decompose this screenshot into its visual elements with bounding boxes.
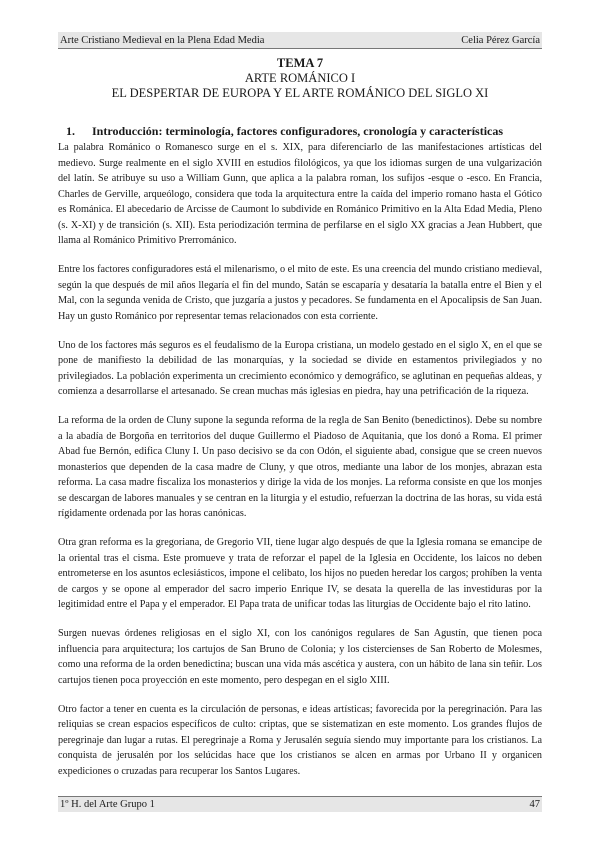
header-author: Celia Pérez García [461, 34, 540, 46]
section-number: 1. [66, 124, 75, 138]
paragraph-feudalismo: Uno de los factores más seguros es el feudalismo de la Europa cristiana, un modelo gestado en el siglo X, en el que se pone de manifiesto la debilidad de las monarquías, y la sociedad se divide en estamentos privilegiados y no privilegiados. La población experimenta un crecimiento económico y demográfico, se aglutinan en pequeñas aldeas, y comienza a desarrollarse el artesanado. Se crean muchas más iglesias en piedra, hay una petrificación de la riqueza. [58, 339, 542, 397]
tema-title: ARTE ROMÁNICO I [244, 71, 356, 85]
body-text [58, 140, 542, 793]
header-course-title: Arte Cristiano Medieval en la Plena Edad Media [60, 34, 265, 46]
paragraph-milenarismo: Entre los factores configuradores está el milenarismo, o el mito de este. Es una creencia del mundo cristiano medieval, según la que después de mil años llegaría el fin del mundo, Satán se escaparía y desataría la batalla entre el Bien y el Mal, con la segunda venida de Cristo, que juzgaría a justos y pecadores. Se fundamenta en el Apocalipsis de San Juan. Hay un gusto Románico por representar temas relacionados con esta corriente. [58, 264, 542, 322]
page-footer [58, 796, 542, 812]
section-heading [66, 124, 542, 139]
paragraph-terminologia: La palabra Románico o Romanesco surge en el s. XIX, para diferenciarlo de las manifestaciones artísticas del medievo. Surge realmente en el siglo XVIII en estudios filológicos, ya que los idiomas surgen de una vulgarización del latín. Se atribuye su uso a William Gunn, que aplica a la palabra roman, los sufijos -esque o -esco. En Francia, Charles de Gerville, arqueólogo, considera que toda la arquitectura entre la caída del imperio romano hasta el Gótico es Románica. El abecedario de Arcisse de Caumont lo subdivide en Románico Primitivo en la Alta Edad Media, Pleno (s. X-XI) y de transición (s. XII). Esta periodización termina de perfilarse en el siglo XX gracias a Jean Hubbert, que llama al Románico Primitivo Prerrománico. [58, 142, 542, 246]
footer-group: 1º H. del Arte Grupo 1 [60, 799, 155, 810]
paragraph-peregrinacion: Otro factor a tener en cuenta es la circulación de personas, e ideas artísticas; favorecida por la peregrinación. Para las reliquias se crean espacios específicos de culto: criptas, que se sistematizan en este momento. Los grandes flujos de peregrinaje dan lugar a rutas. El peregrinaje a Roma y Jerusalén seguía siendo muy importante para los cristianos. La conquista de jerusalén por los selúcidas hace que los cristianos se alcen en armas por Urbano II y organicen expediciones o cruzadas para recuperar los Santos Lugares. [58, 703, 542, 777]
title-block [58, 56, 542, 101]
tema-subtitle: EL DESPERTAR DE EUROPA Y EL ARTE ROMÁNICO DEL SIGLO XI [111, 86, 489, 100]
paragraph-gregoriana: Otra gran reforma es la gregoriana, de Gregorio VII, tiene lugar algo después de que la Iglesia romana se emancipe de la oriental tras el cisma. Este promueve y trata de reforzar el papel de la Iglesia en Occidente, los laicos no deben entrometerse en los asuntos eclesiásticos, impone el celibato, los hijos no pueden heredar los cargos; prohíben la venta de cargos y se opone al emperador del sacro imperio Enrique IV, se desata la querella de las investiduras por la legitimidad entre el Papa y el emperador. El Papa trata de unificar todas las liturgias de Occidente bajo el rito latino. [58, 537, 542, 610]
section-title: Introducción: terminología, factores configuradores, cronología y características [92, 124, 504, 138]
page-header [58, 32, 542, 49]
tema-number: TEMA 7 [276, 56, 324, 70]
paragraph-ordenes: Surgen nuevas órdenes religiosas en el siglo XI, con los canónigos regulares de San Agustín, que tienen poca influencia para arquitectura; los cartujos de San Bruno de Colonia; y los cistercienses de San Roberto de Molesmes, como una reforma de la orden benedictina; buscan una vida más ascética y austera, con un hábito de lana sin teñir. Los cartujos tienen poca proyección en este momento, pero despegan en el siglo XIII. [58, 628, 542, 686]
paragraph-cluny: La reforma de la orden de Cluny supone la segunda reforma de la regla de San Benito (benedictinos). Debe su nombre a la abadía de Borgoña en territorios del duque Guillermo el Piadoso de Aquitania, que los donó a Roma. El primer Abad fue Bernón, edifica Cluny I. Un paso decisivo se da con Odón, el siguiente abad, consigue que se creen nuevos monasterios que dependen de la casa madre de Cluny, y que otros, mediante una labor de los monjes, abrazan esta reforma. La casa madre fiscaliza los monasterios y dirige la vida de los monjes. La reforma consiste en que los monjes se descargan de labores manuales y se centran en la liturgia y el estudio, refuerzan la doctrina de las horas, su vida está rígidamente ordenada por las horas canónicas. [58, 415, 542, 519]
page-number: 47 [529, 799, 540, 810]
